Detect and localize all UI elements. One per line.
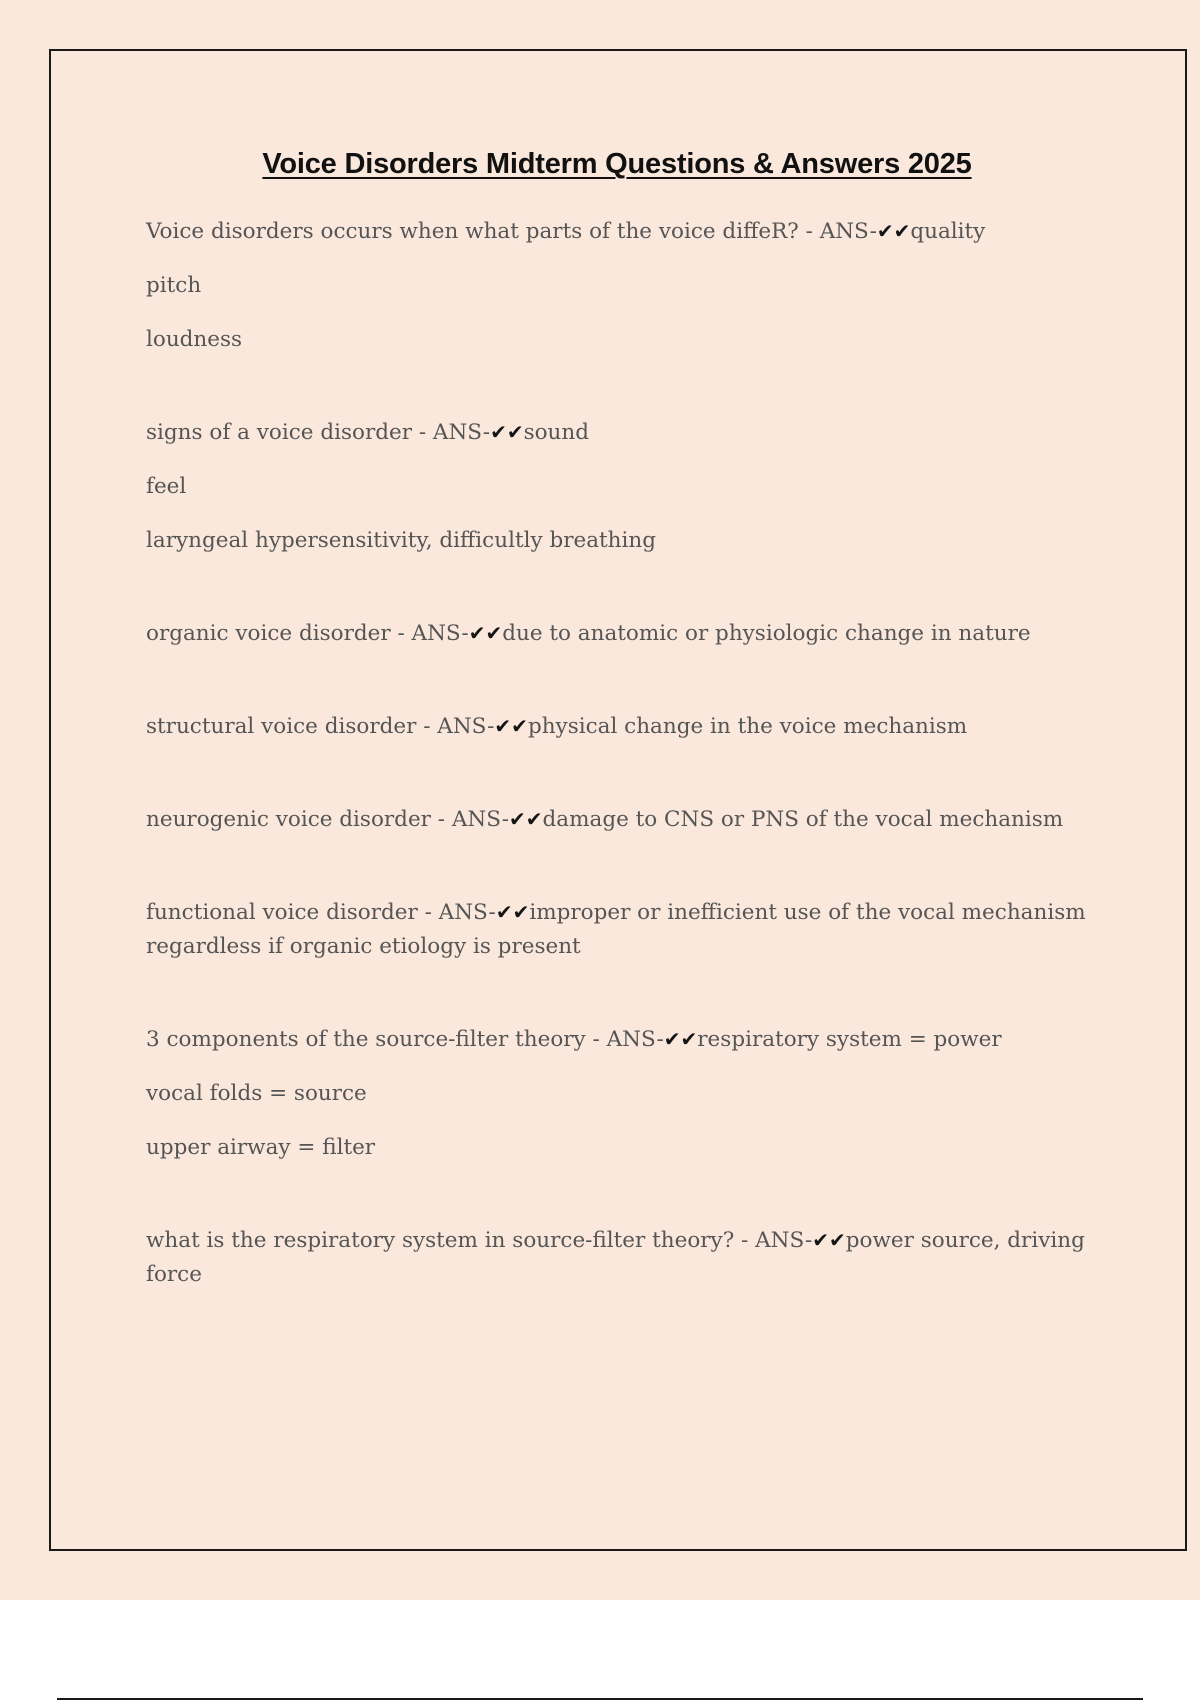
question-text: what is the respiratory system in source-filter theory? - ANS- bbox=[146, 1228, 813, 1253]
question-text: organic voice disorder - ANS- bbox=[146, 621, 469, 646]
double-check-icon: ✔✔ bbox=[876, 219, 911, 243]
answer-line: feel bbox=[146, 474, 187, 499]
qa-item bbox=[146, 895, 1106, 964]
qa-question-line bbox=[146, 802, 1106, 837]
qa-item bbox=[146, 616, 1106, 651]
answer-line: vocal folds = source bbox=[146, 1081, 367, 1106]
qa-item bbox=[146, 1223, 1106, 1292]
question-text: signs of a voice disorder - ANS- bbox=[146, 420, 491, 445]
answer-text: improper or inefficient use of the vocal mechanism regardless if organic etiology is present bbox=[146, 900, 1086, 959]
answer-line: pitch bbox=[146, 273, 202, 298]
qa-list bbox=[146, 214, 1106, 1350]
answer-text: due to anatomic or physiologic change in nature bbox=[502, 621, 1031, 646]
answer-text: respiratory system = power bbox=[697, 1027, 1002, 1052]
double-check-icon: ✔✔ bbox=[494, 714, 528, 738]
question-text: neurogenic voice disorder - ANS- bbox=[146, 807, 510, 832]
qa-question-line bbox=[146, 709, 1106, 744]
qa-item bbox=[146, 415, 1106, 558]
qa-question-line bbox=[146, 1223, 1106, 1292]
answer-text: damage to CNS or PNS of the vocal mechanism bbox=[542, 807, 1064, 832]
double-check-icon: ✔✔ bbox=[490, 420, 524, 444]
double-check-icon: ✔✔ bbox=[812, 1228, 846, 1252]
qa-question-line bbox=[146, 616, 1106, 651]
qa-item bbox=[146, 802, 1106, 837]
question-text: structural voice disorder - ANS- bbox=[146, 714, 495, 739]
qa-item bbox=[146, 1022, 1106, 1165]
double-check-icon: ✔✔ bbox=[509, 807, 543, 831]
answer-text: power source, driving force bbox=[146, 1228, 1085, 1287]
answer-line: loudness bbox=[146, 327, 243, 352]
qa-item bbox=[146, 214, 1106, 357]
question-text: Voice disorders occurs when what parts of the voice diffeR? - ANS- bbox=[146, 219, 877, 244]
answer-line: upper airway = filter bbox=[146, 1135, 376, 1160]
answer-line: laryngeal hypersensitivity, difficultly breathing bbox=[146, 528, 656, 553]
double-check-icon: ✔✔ bbox=[663, 1027, 698, 1051]
qa-question-line bbox=[146, 1022, 1106, 1057]
document-title: Voice Disorders Midterm Questions & Answers 2025 bbox=[262, 148, 972, 180]
question-text: 3 components of the source-filter theory - ANS- bbox=[146, 1027, 664, 1052]
question-text: functional voice disorder - ANS- bbox=[146, 900, 496, 925]
qa-question-line bbox=[146, 895, 1106, 964]
double-check-icon: ✔✔ bbox=[468, 621, 503, 645]
qa-question-line bbox=[146, 214, 1106, 249]
answer-text: quality bbox=[910, 219, 986, 244]
qa-item bbox=[146, 709, 1106, 744]
double-check-icon: ✔✔ bbox=[495, 900, 530, 924]
answer-text: sound bbox=[523, 420, 590, 445]
qa-question-line bbox=[146, 415, 1106, 450]
answer-text: physical change in the voice mechanism bbox=[527, 714, 968, 739]
